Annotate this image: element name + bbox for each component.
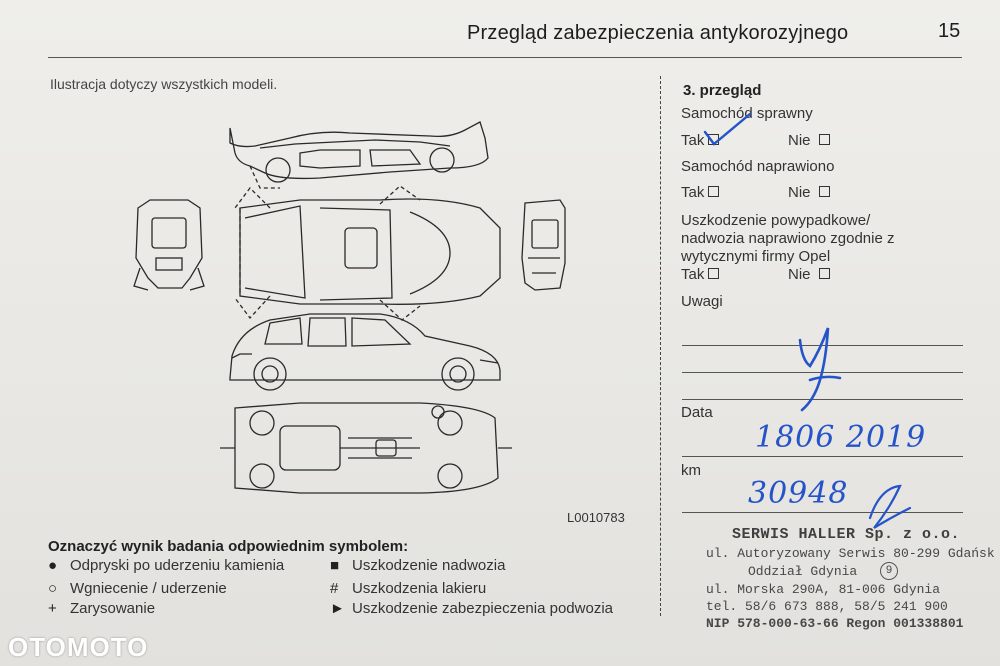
- question-car-ok: Samochód sprawny: [681, 105, 813, 122]
- legend-item-paint-damage: [330, 580, 486, 597]
- stamp-line-4: tel. 58/6 673 888, 58/5 241 900: [706, 599, 948, 614]
- question-accident-line3: wytycznymi firmy Opel: [681, 248, 831, 265]
- checkbox[interactable]: [708, 186, 719, 197]
- checkbox[interactable]: [819, 134, 830, 145]
- car-ok-no[interactable]: Nie: [788, 132, 830, 149]
- accident-yes[interactable]: Tak: [681, 266, 719, 283]
- car-roof-view: [230, 122, 488, 188]
- checkbox[interactable]: [708, 268, 719, 279]
- car-plan-view: [235, 186, 500, 320]
- stamp-line-1: ul. Autoryzowany Serwis 80-299 Gdańsk: [706, 546, 995, 561]
- legend-label: Wgniecenie / uderzenie: [70, 580, 227, 597]
- triangle-right-icon: ►: [330, 600, 345, 617]
- car-side-view: [230, 314, 500, 390]
- car-ok-yes[interactable]: Tak: [681, 132, 719, 149]
- accident-no[interactable]: Nie: [788, 266, 830, 283]
- checkbox[interactable]: [819, 186, 830, 197]
- legend-item-body-damage: [330, 557, 505, 574]
- km-label: km: [681, 462, 701, 479]
- car-outline-diagram: [120, 108, 650, 508]
- filled-circle-icon: ●: [48, 557, 58, 574]
- filled-square-icon: ■: [330, 557, 340, 574]
- diagram-code: L0010783: [567, 510, 625, 525]
- legend-label: Zarysowanie: [70, 600, 156, 617]
- question-accident-line2: nadwozia naprawiono zgodnie z: [681, 230, 895, 247]
- legend-label: Odpryski po uderzeniu kamienia: [70, 557, 285, 574]
- car-front-view: [522, 200, 565, 290]
- page-number: 15: [938, 20, 961, 42]
- km-handwritten: 30948: [748, 476, 849, 511]
- inspection-heading: 3. przegląd: [683, 82, 762, 99]
- car-underbody-view: [220, 403, 512, 493]
- car-rear-view: [134, 200, 204, 290]
- legend-label: Uszkodzenie zabezpieczenia podwozia: [352, 600, 613, 617]
- checkbox[interactable]: [819, 268, 830, 279]
- stamp-badge: 9: [880, 562, 898, 580]
- question-accident-line1: Uszkodzenie powypadkowe/: [681, 212, 871, 229]
- legend-item-stone-chips: [48, 557, 284, 574]
- legend-label: Uszkodzenia lakieru: [352, 580, 487, 597]
- legend-item-dent: [48, 580, 227, 597]
- plus-icon: +: [48, 600, 57, 617]
- stamp-line-5: NIP 578-000-63-66 Regon 001338801: [706, 616, 964, 631]
- date-line[interactable]: [682, 456, 963, 457]
- checkmark-icon: [700, 110, 760, 150]
- stamp-line-2: Oddział Gdynia: [748, 564, 858, 579]
- legend-item-scratch: [48, 600, 155, 617]
- header-rule: [48, 57, 962, 58]
- signature-icon: [780, 320, 860, 415]
- car-repaired-yes[interactable]: Tak: [681, 184, 719, 201]
- otomoto-watermark: OTOMOTO: [8, 632, 149, 662]
- legend-item-underbody-damage: [330, 600, 613, 617]
- question-car-repaired: Samochód naprawiono: [681, 158, 835, 175]
- date-label: Data: [681, 404, 713, 421]
- stamp-line-3: ul. Morska 290A, 81-006 Gdynia: [706, 582, 941, 597]
- car-repaired-no[interactable]: Nie: [788, 184, 830, 201]
- km-line[interactable]: [682, 512, 963, 513]
- dealer-stamp: [692, 524, 995, 634]
- column-divider: [660, 76, 661, 616]
- date-handwritten: 1806 2019: [755, 420, 927, 455]
- diagram-caption: Ilustracja dotyczy wszystkich modeli.: [50, 76, 278, 92]
- legend-label: Uszkodzenie nadwozia: [352, 557, 506, 574]
- hash-icon: #: [330, 580, 339, 597]
- remarks-label: Uwagi: [681, 293, 723, 310]
- stamp-company: SERWIS HALLER Sp. z o.o.: [732, 526, 961, 543]
- open-circle-icon: ○: [48, 580, 58, 597]
- legend-title: Oznaczyć wynik badania odpowiednim symbolem:: [48, 538, 409, 555]
- page-title: Przegląd zabezpieczenia antykorozyjnego: [467, 22, 849, 44]
